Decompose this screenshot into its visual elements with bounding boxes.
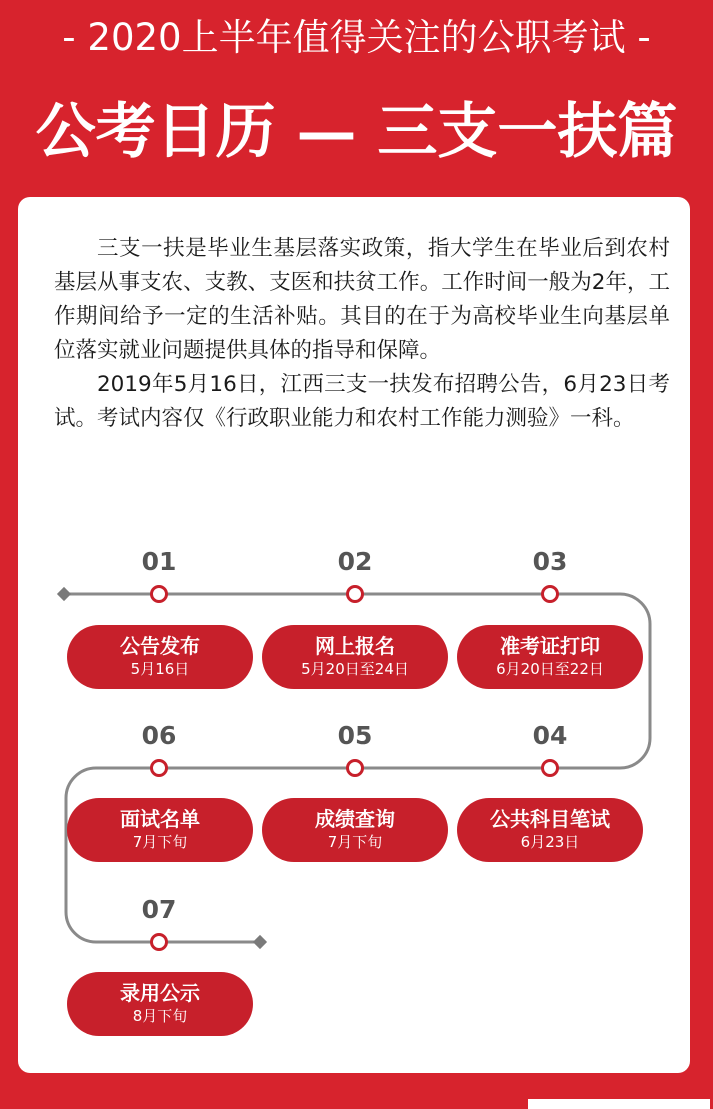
timeline-end-marker (253, 935, 267, 949)
step-title: 录用公示 (120, 981, 200, 1005)
step-date: 6月20日至22日 (496, 660, 604, 678)
timeline-start-marker (57, 587, 71, 601)
page-subtitle: - 2020上半年值得关注的公职考试 - (62, 16, 651, 59)
timeline-node (152, 761, 167, 776)
step-title: 面试名单 (120, 807, 200, 831)
timeline-node (543, 761, 558, 776)
step-date: 6月23日 (520, 833, 580, 851)
step-date: 7月下旬 (327, 833, 383, 851)
step-number-02: 02 (337, 547, 373, 576)
page-title: 公考日历 — 三支一扶篇 (35, 97, 678, 167)
step-title: 公告发布 (120, 634, 200, 658)
intro-paragraph-1: 三支一扶是毕业生基层落实政策，指大学生在毕业后到农村基层从事支农、支教、支医和扶贫工作。工作时间一般为2年，工作期间给予一定的生活补贴。其目的在于为高校毕业生向基层单位落实就业问题提供具体的指导和保障。 (54, 236, 670, 363)
step-date: 5月20日至24日 (301, 660, 409, 678)
timeline-node (348, 587, 363, 602)
step-number-06: 06 (141, 721, 177, 750)
step-number-05: 05 (337, 721, 373, 750)
step-date: 5月16日 (130, 660, 190, 678)
timeline-node (152, 935, 167, 950)
step-number-07: 07 (141, 895, 177, 924)
step-card-03 (457, 625, 643, 689)
intro-paragraph-2: 2019年5月16日，江西三支一扶发布招聘公告，6月23日考试。考试内容仅《行政职业能力和农村工作能力测验》一科。 (54, 372, 670, 431)
step-number-03: 03 (532, 547, 568, 576)
step-number-01: 01 (141, 547, 177, 576)
step-title: 网上报名 (315, 634, 395, 658)
step-card-02 (262, 625, 448, 689)
step-title: 成绩查询 (315, 807, 395, 831)
step-card-07 (67, 972, 253, 1036)
step-card-01 (67, 625, 253, 689)
step-title: 准考证打印 (500, 634, 600, 658)
step-number-04: 04 (532, 721, 568, 750)
step-card-06 (67, 798, 253, 862)
timeline-node (152, 587, 167, 602)
step-title: 公共科目笔试 (490, 807, 610, 831)
bottom-edge-fragment (528, 1099, 710, 1109)
step-date: 7月下旬 (132, 833, 188, 851)
timeline-node (543, 587, 558, 602)
step-date: 8月下旬 (132, 1007, 188, 1025)
timeline-node (348, 761, 363, 776)
step-card-05 (262, 798, 448, 862)
step-card-04 (457, 798, 643, 862)
